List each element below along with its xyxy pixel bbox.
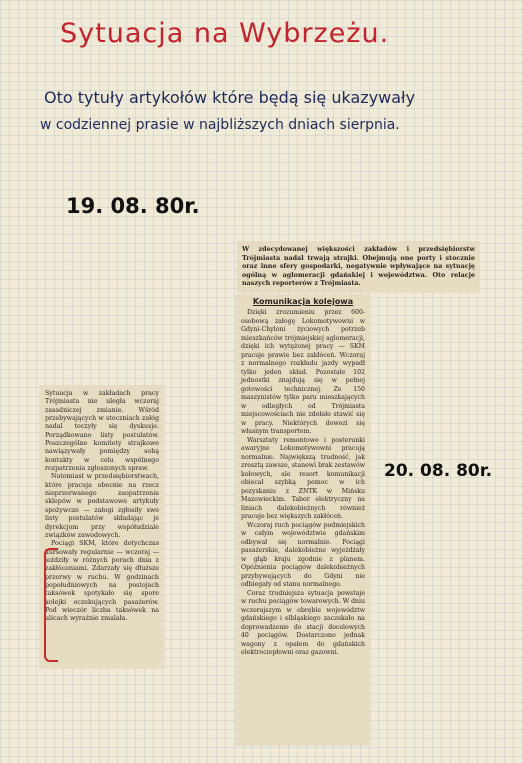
clipping-right-paragraph: Warsztaty remontowe i posterunki awaryjne Lokomotywowni pracują normalnie. Największą trudność, jak zresztą zawsze, stanowi brak zestawów kołowych, ale resort komunikacji obiecał szybką pomoc w ich pozyskaniu z ZNTK w Mińsku Mazowieckim. Tabor elektryczny na liniach dalekobieżnych również pracuje bez większych zakłóceń. bbox=[241, 436, 365, 520]
clipping-left-paragraph: Pociągi SKM, które dotychczas kursowały regularnie — wczoraj — jeździły w różnych porach dnia z zakłóceniami. Zdarzały się dłuższe przerwy w ruchu. W godzinach popołudniowych na postojach taksówek spotykało się spore kolejki oczekujących pasażerów. Pod wieczór liczba taksówek na ulicach wyraźnie zmalała. bbox=[45, 540, 159, 623]
page-title: Sytuacja na Wybrzeżu. bbox=[60, 18, 390, 49]
intro-line-2: w codziennej prasie w najbliższych dniach sierpnia. bbox=[40, 117, 400, 133]
red-bracket-mark bbox=[44, 548, 58, 662]
clipping-left-paragraph: Natomiast w przedsiębiorstwach, które pracuja obecnie na rzecz nieprzerwanego zaopatrzenia sklepów w podstawowe artykuły spożywcze — załogi zgłosiły swe listy postulatów składając je dyrekcjom przy współudziale związków zawodowych. bbox=[45, 473, 159, 539]
intro-line-1: Oto tytuły artykołów które będą się ukazywały bbox=[44, 88, 416, 107]
clipping-right-paragraph: Dzięki zrozumieniu przez 600-osobową załogę Lokomotywowni w Gdyni-Chyloni życiowych potrzeb mieszkańców trójmiejskiej aglomeracji, dzięki ich wytężonej pracy — SKM pracuje prawie bez zakłóceń. Wczoraj z normalnego rozkładu jazdy wypadł tylko jeden skład. Pozostałe 102 jednostki znajdują się w pełnej gotowości technicznej. Ze 150 maszynistów tylko paru mieszkających w odległych od Trójmiasta miejscowościach nie zdołało stawić się w pracy. Niektórych dowozi się własnym transportem. bbox=[241, 309, 365, 435]
clipping-top bbox=[238, 242, 479, 292]
date-1: 19. 08. 80r. bbox=[66, 194, 200, 218]
clipping-left-paragraph: Sytuacja w zakładach pracy Trójmiasta nie uległa wczoraj zasadniczej zmianie. Wśród przebywających w stoczniach załóg nadal toczyły się dyskusje. Porządkowano listy postulatów. Poszczególne komitety strajkowe nawiązywały pomiędzy sobą kontakty w celu wspólnego rozpatrzenia zgłoszonych spraw. bbox=[45, 390, 159, 473]
clipping-right bbox=[236, 295, 370, 745]
clipping-left bbox=[40, 386, 164, 668]
clipping-right-paragraph: Wczoraj ruch pociągów podmiejskich w całym województwie gdańskim odbywał się normalnie. Pociągi pasażerskie, dalekobieżne wyjeżdżały w głąb kraju zgodnie z planem. Opóźnienia pociągów dalekobieżnych przybywających do Gdyni nie odbiegały od stanu normalnego. bbox=[241, 521, 365, 588]
clipping-top-text: W zdecydowanej większości zakładów i przedsiębiorstw Trójmiasta nadal trwają strajki. Obejmują one porty i stocznie oraz inne sfery gospodarki, negatywnie wpływające na sytuację ogólną w aglomeracji gdańskiej i województwa. Oto relacje naszych reporterów z Trójmiasta. bbox=[242, 245, 475, 288]
clipping-right-heading: Komunikacja kolejowa bbox=[252, 297, 354, 306]
date-2: 20. 08. 80r. bbox=[384, 461, 493, 481]
clipping-right-paragraph: Coraz trudniejsza sytuacja powstaje w ruchu pociągów towarowych. W dniu wczorajszym w obrębie województw gdańskiego i elbląskiego zaczekało na doprowadzenie do stacji docelowych 40 pociągów. Dostarczono jednak wagony z opałem do gdańskich elektrociepłowni oraz gazowni. bbox=[241, 589, 365, 656]
